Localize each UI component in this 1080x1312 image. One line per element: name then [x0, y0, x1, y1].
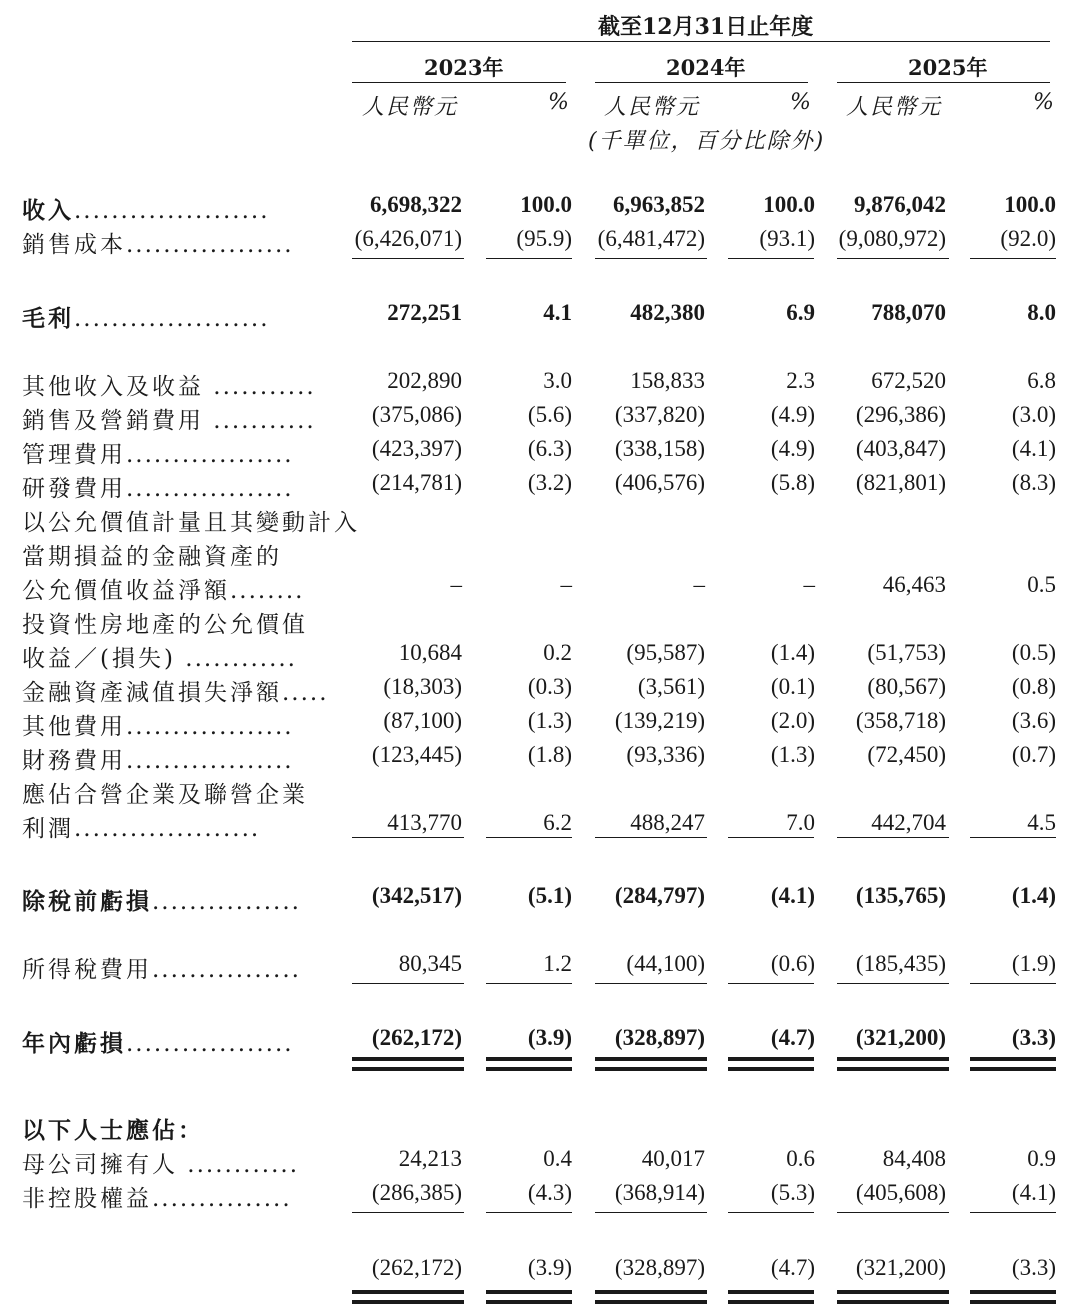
percent-label-2023: %	[548, 90, 571, 115]
subtotal-rule	[837, 1212, 949, 1213]
subtotal-rule	[970, 1212, 1056, 1213]
row-label: 當期損益的金融資產的	[22, 544, 282, 570]
percent-cell: (3.2)	[527, 470, 572, 495]
amount-cell: (403,847)	[855, 436, 946, 461]
percent-cell: (4.1)	[770, 883, 815, 908]
amount-cell: (284,797)	[614, 883, 705, 908]
amount-cell: 488,247	[630, 810, 705, 835]
row-label: 收益／(損失) ............	[22, 646, 297, 672]
amount-cell: (72,450)	[867, 742, 946, 767]
total-double-rule	[728, 1067, 814, 1075]
percent-cell: 8.0	[1027, 300, 1056, 325]
row-label: 其他費用..................	[22, 714, 294, 740]
row-label: 非控股權益...............	[22, 1186, 292, 1212]
percent-cell: 100.0	[763, 192, 815, 217]
percent-cell: 0.5	[1027, 572, 1056, 597]
leader-dots: ............	[175, 646, 297, 672]
amount-cell: 413,770	[387, 810, 462, 835]
amount-cell: 272,251	[387, 300, 462, 325]
leader-dots: ........	[230, 578, 305, 604]
percent-cell: (0.8)	[1011, 674, 1056, 699]
percent-cell: (5.3)	[770, 1180, 815, 1205]
percent-cell: (4.7)	[770, 1255, 815, 1280]
total-double-rule	[595, 1300, 707, 1308]
percent-cell: (8.3)	[1011, 470, 1056, 495]
year-2023-rule	[352, 82, 566, 83]
percent-cell: 6.2	[543, 810, 572, 835]
amount-cell: (406,576)	[614, 470, 705, 495]
amount-cell: (9,080,972)	[838, 226, 946, 251]
subtotal-rule	[837, 983, 949, 984]
percent-cell: (4.9)	[770, 436, 815, 461]
percent-cell: –	[560, 572, 572, 597]
total-double-rule	[970, 1290, 1056, 1298]
percent-label-2024: %	[790, 90, 813, 115]
percent-cell: 4.1	[543, 300, 572, 325]
amount-cell: (80,567)	[867, 674, 946, 699]
percent-cell: (1.3)	[527, 708, 572, 733]
row-label: 除稅前虧損................	[22, 888, 301, 915]
amount-cell: (6,426,071)	[354, 226, 462, 251]
amount-cell: (123,445)	[371, 742, 462, 767]
percent-cell: (5.1)	[527, 883, 572, 908]
percent-cell: –	[803, 572, 815, 597]
percent-cell: (4.1)	[1011, 1180, 1056, 1205]
row-label: 銷售成本..................	[22, 232, 294, 258]
amount-cell: (821,801)	[855, 470, 946, 495]
percent-cell: (0.6)	[770, 951, 815, 976]
currency-label-2025: 人民幣元	[846, 95, 943, 120]
leader-dots: ..................	[126, 1031, 294, 1057]
percent-cell: (3.9)	[527, 1025, 572, 1050]
amount-cell: (328,897)	[614, 1255, 705, 1280]
percent-cell: (0.3)	[527, 674, 572, 699]
amount-cell: 158,833	[630, 368, 705, 393]
amount-cell: 46,463	[882, 572, 946, 597]
percent-cell: 6.8	[1027, 368, 1056, 393]
amount-cell: (139,219)	[614, 708, 705, 733]
year-2025-heading: 2025年	[908, 55, 988, 80]
row-label: 毛利.....................	[22, 305, 270, 332]
percent-cell: (93.1)	[759, 226, 815, 251]
total-double-rule	[970, 1300, 1056, 1308]
row-label: 母公司擁有人 ............	[22, 1152, 300, 1178]
amount-cell: (185,435)	[855, 951, 946, 976]
leader-dots: ...............	[152, 1186, 292, 1212]
subtotal-rule	[352, 258, 464, 259]
percent-cell: (5.8)	[770, 470, 815, 495]
percent-cell: (4.9)	[770, 402, 815, 427]
amount-cell: 788,070	[871, 300, 946, 325]
amount-cell: (18,303)	[383, 674, 462, 699]
percent-cell: 100.0	[1004, 192, 1056, 217]
leader-dots: .....................	[74, 198, 270, 224]
percent-cell: (4.1)	[1011, 436, 1056, 461]
percent-cell: (3.9)	[527, 1255, 572, 1280]
currency-label-2024: 人民幣元	[604, 95, 701, 120]
percent-cell: 100.0	[520, 192, 572, 217]
amount-cell: 80,345	[398, 951, 462, 976]
percent-label-2025: %	[1033, 90, 1056, 115]
amount-cell: 84,408	[882, 1146, 946, 1171]
percent-cell: (4.7)	[770, 1025, 815, 1050]
percent-cell: (3.3)	[1011, 1025, 1056, 1050]
total-double-rule	[352, 1300, 464, 1308]
row-label: 銷售及營銷費用 ...........	[22, 408, 316, 434]
percent-cell: 7.0	[786, 810, 815, 835]
amount-cell: 202,890	[387, 368, 462, 393]
leader-dots: ..................	[126, 714, 294, 740]
percent-cell: (6.3)	[527, 436, 572, 461]
subtotal-rule	[970, 258, 1056, 259]
amount-cell: (337,820)	[614, 402, 705, 427]
leader-dots: .....................	[74, 306, 270, 332]
percent-cell: (5.6)	[527, 402, 572, 427]
total-double-rule	[352, 1290, 464, 1298]
amount-cell: (423,397)	[371, 436, 462, 461]
subtotal-rule	[595, 983, 707, 984]
amount-cell: (286,385)	[371, 1180, 462, 1205]
amount-cell: (321,200)	[855, 1255, 946, 1280]
row-label: 投資性房地產的公允價值	[22, 612, 308, 638]
row-label: 以公允價值計量且其變動計入	[22, 510, 360, 536]
percent-cell: (1.9)	[1011, 951, 1056, 976]
amount-cell: (135,765)	[855, 883, 946, 908]
total-double-rule	[486, 1067, 572, 1075]
subtotal-rule	[728, 1212, 814, 1213]
total-double-rule	[728, 1057, 814, 1065]
total-double-rule	[486, 1057, 572, 1065]
row-label: 研發費用..................	[22, 476, 294, 502]
year-2025-rule	[837, 82, 1050, 83]
leader-dots: ................	[152, 889, 301, 915]
row-label: 所得稅費用................	[22, 957, 301, 983]
percent-cell: 0.6	[786, 1146, 815, 1171]
percent-cell: (3.0)	[1011, 402, 1056, 427]
percent-cell: 4.5	[1027, 810, 1056, 835]
year-2023-heading: 2023年	[424, 55, 504, 80]
percent-cell: (1.8)	[527, 742, 572, 767]
total-double-rule	[837, 1067, 949, 1075]
total-double-rule	[970, 1057, 1056, 1065]
amount-cell: 442,704	[871, 810, 946, 835]
amount-cell: (342,517)	[371, 883, 462, 908]
percent-cell: (4.3)	[527, 1180, 572, 1205]
leader-dots: ...........	[204, 374, 316, 400]
amount-cell: (87,100)	[383, 708, 462, 733]
leader-dots: ..................	[126, 232, 294, 258]
amount-cell: (321,200)	[855, 1025, 946, 1050]
percent-cell: 0.2	[543, 640, 572, 665]
row-label: 收入.....................	[22, 197, 270, 224]
percent-cell: 2.3	[786, 368, 815, 393]
amount-cell: (328,897)	[614, 1025, 705, 1050]
row-label: 利潤....................	[22, 816, 261, 842]
subtotal-rule	[970, 983, 1056, 984]
amount-cell: 6,698,322	[370, 192, 462, 217]
percent-cell: (0.1)	[770, 674, 815, 699]
percent-cell: 0.9	[1027, 1146, 1056, 1171]
subtotal-rule	[486, 258, 572, 259]
amount-cell: –	[693, 572, 705, 597]
total-double-rule	[837, 1300, 949, 1308]
amount-cell: (44,100)	[626, 951, 705, 976]
leader-dots: ................	[152, 957, 301, 983]
subtotal-rule	[595, 1212, 707, 1213]
amount-cell: 10,684	[398, 640, 462, 665]
subtotal-rule	[486, 1212, 572, 1213]
total-double-rule	[837, 1057, 949, 1065]
currency-label-2023: 人民幣元	[362, 95, 459, 120]
amount-cell: (3,561)	[637, 674, 705, 699]
percent-cell: (3.6)	[1011, 708, 1056, 733]
total-double-rule	[595, 1057, 707, 1065]
total-double-rule	[728, 1300, 814, 1308]
total-double-rule	[486, 1290, 572, 1298]
amount-cell: 9,876,042	[854, 192, 946, 217]
percent-cell: (3.3)	[1011, 1255, 1056, 1280]
amount-cell: 482,380	[630, 300, 705, 325]
row-label: 公允價值收益淨額........	[22, 578, 305, 604]
percent-cell: (0.7)	[1011, 742, 1056, 767]
percent-cell: (1.4)	[770, 640, 815, 665]
total-double-rule	[352, 1057, 464, 1065]
percent-cell: (92.0)	[1000, 226, 1056, 251]
amount-cell: (93,336)	[626, 742, 705, 767]
amount-cell: (338,158)	[614, 436, 705, 461]
row-label: 其他收入及收益 ...........	[22, 374, 316, 400]
amount-cell: (214,781)	[371, 470, 462, 495]
subtotal-rule	[728, 258, 814, 259]
subtotal-rule	[728, 837, 814, 838]
amount-cell: (6,481,472)	[597, 226, 705, 251]
leader-dots: ............	[178, 1152, 300, 1178]
unit-note: (千單位，百分比除外)	[588, 129, 826, 154]
subtotal-rule	[595, 258, 707, 259]
total-double-rule	[352, 1067, 464, 1075]
total-double-rule	[837, 1290, 949, 1298]
leader-dots: ..................	[126, 748, 294, 774]
year-2024-rule	[595, 82, 808, 83]
percent-cell: (1.4)	[1011, 883, 1056, 908]
row-label: 應佔合營企業及聯營企業	[22, 782, 308, 808]
row-label: 財務費用..................	[22, 748, 294, 774]
year-2024-heading: 2024年	[666, 55, 746, 80]
subtotal-rule	[352, 837, 464, 838]
amount-cell: (296,386)	[855, 402, 946, 427]
amount-cell: (405,608)	[855, 1180, 946, 1205]
percent-cell: (95.9)	[516, 226, 572, 251]
amount-cell: (262,172)	[371, 1255, 462, 1280]
row-label: 以下人士應佔：	[22, 1117, 204, 1144]
percent-cell: (2.0)	[770, 708, 815, 733]
leader-dots: .....	[282, 680, 329, 706]
total-double-rule	[595, 1290, 707, 1298]
total-double-rule	[595, 1067, 707, 1075]
row-label: 管理費用..................	[22, 442, 294, 468]
subtotal-rule	[837, 258, 949, 259]
amount-cell: (368,914)	[614, 1180, 705, 1205]
leader-dots: ..................	[126, 442, 294, 468]
subtotal-rule	[837, 837, 949, 838]
period-rule	[352, 41, 1050, 42]
subtotal-rule	[486, 837, 572, 838]
total-double-rule	[728, 1290, 814, 1298]
subtotal-rule	[970, 837, 1056, 838]
amount-cell: (358,718)	[855, 708, 946, 733]
subtotal-rule	[352, 1212, 464, 1213]
subtotal-rule	[595, 837, 707, 838]
period-heading: 截至12月31日止年度	[598, 14, 814, 40]
amount-cell: 24,213	[398, 1146, 462, 1171]
amount-cell: (262,172)	[371, 1025, 462, 1050]
percent-cell: (1.3)	[770, 742, 815, 767]
percent-cell: 0.4	[543, 1146, 572, 1171]
amount-cell: (95,587)	[626, 640, 705, 665]
subtotal-rule	[728, 983, 814, 984]
leader-dots: ..................	[126, 476, 294, 502]
amount-cell: 40,017	[641, 1146, 705, 1171]
percent-cell: (0.5)	[1011, 640, 1056, 665]
amount-cell: 672,520	[871, 368, 946, 393]
percent-cell: 1.2	[543, 951, 572, 976]
leader-dots: ....................	[74, 816, 261, 842]
row-label: 金融資產減值損失淨額.....	[22, 680, 329, 706]
percent-cell: 3.0	[543, 368, 572, 393]
row-label: 年內虧損..................	[22, 1030, 294, 1057]
percent-cell: 6.9	[786, 300, 815, 325]
leader-dots: ...........	[204, 408, 316, 434]
subtotal-rule	[352, 983, 464, 984]
subtotal-rule	[486, 983, 572, 984]
amount-cell: 6,963,852	[613, 192, 705, 217]
amount-cell: –	[450, 572, 462, 597]
total-double-rule	[486, 1300, 572, 1308]
total-double-rule	[970, 1067, 1056, 1075]
amount-cell: (51,753)	[867, 640, 946, 665]
amount-cell: (375,086)	[371, 402, 462, 427]
